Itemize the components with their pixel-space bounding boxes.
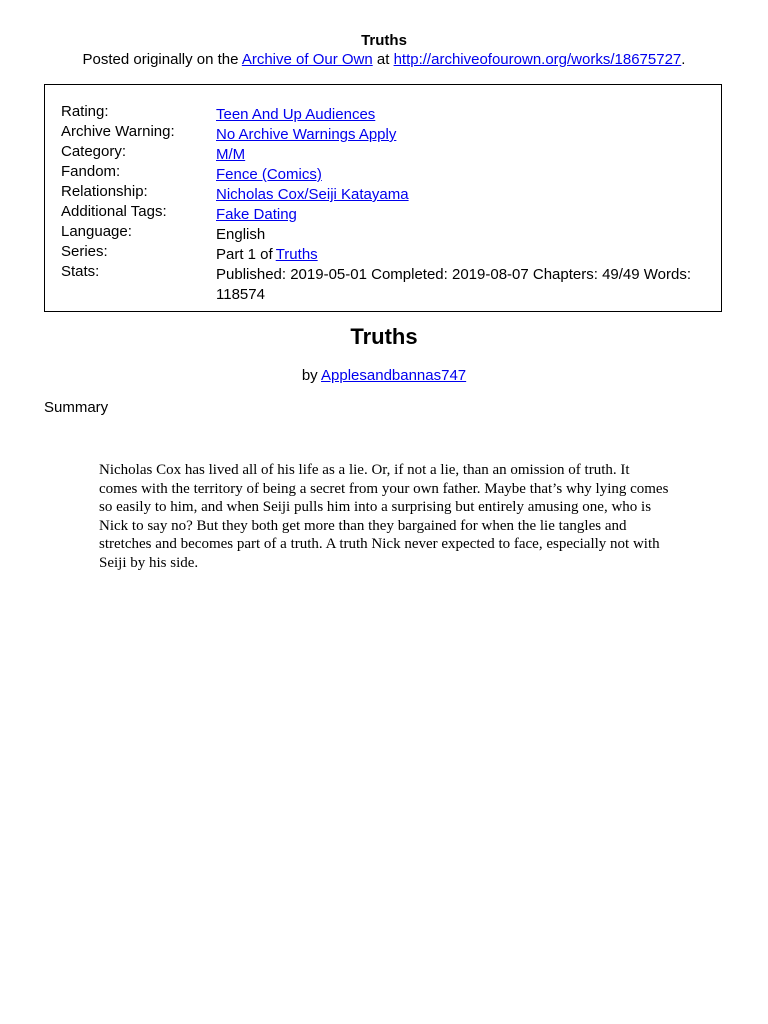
by-text: by (301, 367, 318, 384)
url-period: . (681, 51, 686, 68)
work-title: Truths (350, 324, 418, 349)
tags-label: Additional Tags: (61, 203, 167, 220)
series-link[interactable]: Truths (275, 246, 318, 263)
series-value (216, 245, 716, 265)
document-header (0, 31, 768, 69)
author-link[interactable]: Applesandbannas747 (321, 367, 467, 384)
relationship-link[interactable]: Nicholas Cox/Seiji Katayama (216, 186, 409, 203)
summary-heading: Summary (44, 399, 109, 416)
category-link[interactable]: M/M (216, 146, 246, 163)
language-label: Language: (61, 223, 132, 240)
posted-line (0, 50, 768, 69)
archive-link[interactable]: Archive of Our Own (241, 51, 373, 68)
category-label: Category: (61, 143, 127, 160)
language-value: English (216, 226, 266, 243)
posted-prefix: Posted originally on the (82, 51, 239, 68)
tag-link[interactable]: Fake Dating (216, 206, 297, 223)
document-title: Truths (361, 32, 407, 49)
warning-link[interactable]: No Archive Warnings Apply (216, 126, 397, 143)
metadata-box (44, 84, 722, 312)
series-prefix: Part 1 of (216, 246, 273, 263)
fandom-link[interactable]: Fence (Comics) (216, 166, 322, 183)
work-url-link[interactable]: http://archiveofourown.org/works/18675727 (393, 51, 682, 68)
at-text: at (376, 51, 390, 68)
stats-value: Published: 2019-05-01 Completed: 2019-08-07 Chapters: 49/49 Words: 118574 (216, 266, 692, 303)
fandom-label: Fandom: (61, 163, 121, 180)
byline (0, 366, 768, 385)
summary-text: Nicholas Cox has lived all of his life as a lie. Or, if not a lie, than an omission of truth. It comes with the territory of being a secret from your own father. Maybe that’s why lying comes so easily to him, and when Seiji pulls him into a surprising but entirely amusing one, who is Nick to say no? But they both get more than they bargained for when the lie tangles and stretches and becomes part of a truth. A truth Nick never expected to face, especially not with Seiji by his side. (99, 462, 669, 571)
rating-label: Rating: (61, 103, 109, 120)
warning-label: Archive Warning: (61, 123, 175, 140)
relationship-label: Relationship: (61, 183, 148, 200)
series-label: Series: (61, 243, 108, 260)
rating-link[interactable]: Teen And Up Audiences (216, 106, 376, 123)
stats-label: Stats: (61, 263, 100, 280)
